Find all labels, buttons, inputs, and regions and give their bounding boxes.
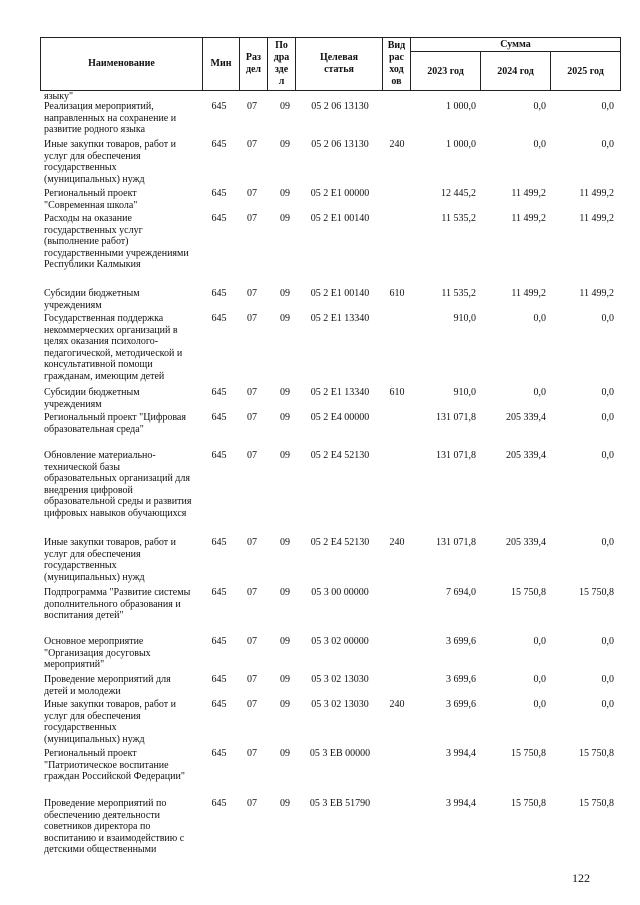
row-sum-2024: 0,0	[533, 101, 546, 112]
row-razdel: 07	[247, 188, 257, 199]
row-razdel: 07	[247, 798, 257, 809]
row-name: Подпрограмма "Развитие системы дополнительного образования и воспитания детей"	[44, 587, 191, 621]
row-sum-2024: 0,0	[533, 313, 546, 324]
row-sum-2025: 15 750,8	[579, 748, 614, 759]
row-name: Иные закупки товаров, работ и услуг для обеспечения государственных (муниципальных) нужд	[44, 139, 177, 185]
row-sum-2024: 0,0	[533, 699, 546, 710]
row-sum-2023: 3 699,6	[446, 636, 476, 647]
row-razdel: 07	[247, 537, 257, 548]
row-podrazdel: 09	[280, 139, 290, 150]
row-podrazdel: 09	[280, 450, 290, 461]
row-sum-2025: 0,0	[601, 699, 614, 710]
row-celevaya-statya: 05 2 06 13130	[311, 139, 369, 150]
row-podrazdel: 09	[280, 748, 290, 759]
row-celevaya-statya: 05 3 00 00000	[311, 587, 369, 598]
header-razdel: Раз дел	[240, 38, 268, 90]
row-name: Реализация мероприятий, направленных на сохранение и развитие родного языка	[44, 101, 177, 135]
row-sum-2024: 205 339,4	[506, 450, 546, 461]
row-sum-2025: 11 499,2	[579, 288, 614, 299]
row-sum-2025: 0,0	[601, 674, 614, 685]
row-razdel: 07	[247, 101, 257, 112]
header-podrazdel: По дра зде л	[268, 38, 296, 90]
header-name: Наименование	[41, 38, 203, 90]
row-min: 645	[211, 636, 227, 647]
row-celevaya-statya: 05 2 E1 13340	[310, 313, 370, 324]
row-name: Проведение мероприятий для детей и молодежи	[44, 674, 171, 697]
row-sum-2023: 3 994,4	[446, 748, 476, 759]
row-sum-2023: 12 445,2	[441, 188, 476, 199]
row-razdel: 07	[247, 636, 257, 647]
row-podrazdel: 09	[280, 313, 290, 324]
row-sum-2025: 0,0	[601, 412, 614, 423]
row-podrazdel: 09	[280, 587, 290, 598]
row-name: Иные закупки товаров, работ и услуг для обеспечения государственных (муниципальных) нужд	[44, 537, 177, 583]
row-name: Региональный проект "Патриотическое воспитание граждан Российской Федерации"	[44, 748, 185, 782]
row-sum-2023: 910,0	[453, 387, 476, 398]
header-vid: Вид рас ход ов	[383, 38, 411, 90]
row-sum-2023: 11 535,2	[441, 213, 476, 224]
row-podrazdel: 09	[280, 288, 290, 299]
row-razdel: 07	[247, 288, 257, 299]
row-min: 645	[211, 798, 227, 809]
row-podrazdel: 09	[280, 412, 290, 423]
row-sum-2024: 0,0	[533, 674, 546, 685]
row-sum-2024: 15 750,8	[511, 748, 546, 759]
row-min: 645	[211, 450, 227, 461]
row-sum-2024: 0,0	[533, 636, 546, 647]
row-sum-2024: 0,0	[533, 387, 546, 398]
row-sum-2023: 3 699,6	[446, 699, 476, 710]
page-number: 122	[572, 871, 590, 885]
row-celevaya-statya: 05 2 06 13130	[311, 101, 369, 112]
row-sum-2025: 11 499,2	[579, 213, 614, 224]
row-razdel: 07	[247, 213, 257, 224]
row-sum-2024: 15 750,8	[511, 798, 546, 809]
row-razdel: 07	[247, 587, 257, 598]
row-sum-2023: 7 694,0	[446, 587, 476, 598]
row-name: Субсидии бюджетным учреждениям	[44, 387, 140, 410]
row-min: 645	[211, 587, 227, 598]
row-celevaya-statya: 05 2 E1 00140	[310, 213, 370, 224]
row-podrazdel: 09	[280, 213, 290, 224]
row-sum-2025: 0,0	[601, 387, 614, 398]
row-podrazdel: 09	[280, 101, 290, 112]
row-celevaya-statya: 05 3 EВ 00000	[309, 748, 371, 759]
row-min: 645	[211, 213, 227, 224]
header-year-2023: 2023 год	[411, 52, 481, 90]
row-razdel: 07	[247, 450, 257, 461]
row-sum-2025: 0,0	[601, 636, 614, 647]
header-summa: Сумма	[411, 38, 620, 52]
row-min: 645	[211, 387, 227, 398]
row-sum-2023: 3 994,4	[446, 798, 476, 809]
row-name: языку"	[44, 91, 74, 102]
header-year-2025: 2025 год	[567, 65, 604, 77]
row-sum-2025: 0,0	[601, 313, 614, 324]
row-sum-2025: 0,0	[601, 139, 614, 150]
row-celevaya-statya: 05 2 E1 13340	[310, 387, 370, 398]
row-sum-2025: 0,0	[601, 450, 614, 461]
row-min: 645	[211, 674, 227, 685]
row-sum-2024: 11 499,2	[511, 288, 546, 299]
row-sum-2025: 15 750,8	[579, 587, 614, 598]
row-celevaya-statya: 05 3 02 00000	[311, 636, 369, 647]
header-min: Мин	[203, 38, 240, 90]
row-razdel: 07	[247, 313, 257, 324]
row-name: Государственная поддержка некоммерческих организаций в целях оказания психолого-педагогической, методической и консультативной помощи гражданам, имеющим детей	[44, 313, 183, 382]
row-razdel: 07	[247, 387, 257, 398]
row-min: 645	[211, 748, 227, 759]
row-vid-rashodov: 240	[389, 139, 405, 150]
row-min: 645	[211, 699, 227, 710]
row-sum-2024: 15 750,8	[511, 587, 546, 598]
row-razdel: 07	[247, 699, 257, 710]
header-year-2024: 2024 год	[481, 52, 551, 90]
row-sum-2023: 131 071,8	[436, 412, 476, 423]
row-sum-2025: 15 750,8	[579, 798, 614, 809]
row-sum-2025: 0,0	[601, 101, 614, 112]
row-podrazdel: 09	[280, 699, 290, 710]
row-vid-rashodov: 240	[389, 699, 405, 710]
row-sum-2025: 11 499,2	[579, 188, 614, 199]
row-celevaya-statya: 05 2 E1 00140	[310, 288, 370, 299]
row-vid-rashodov: 240	[389, 537, 405, 548]
row-celevaya-statya: 05 3 02 13030	[311, 674, 369, 685]
row-celevaya-statya: 05 2 E4 00000	[310, 412, 370, 423]
row-podrazdel: 09	[280, 188, 290, 199]
row-podrazdel: 09	[280, 387, 290, 398]
row-razdel: 07	[247, 748, 257, 759]
row-min: 645	[211, 188, 227, 199]
row-min: 645	[211, 412, 227, 423]
row-celevaya-statya: 05 2 E4 52130	[310, 537, 370, 548]
row-sum-2025: 0,0	[601, 537, 614, 548]
row-celevaya-statya: 05 2 E1 00000	[310, 188, 370, 199]
row-celevaya-statya: 05 2 E4 52130	[310, 450, 370, 461]
row-podrazdel: 09	[280, 798, 290, 809]
row-sum-2023: 3 699,6	[446, 674, 476, 685]
row-min: 645	[211, 313, 227, 324]
row-min: 645	[211, 101, 227, 112]
row-name: Основное мероприятие "Организация досуговых мероприятий"	[44, 636, 151, 670]
row-razdel: 07	[247, 674, 257, 685]
row-podrazdel: 09	[280, 537, 290, 548]
row-sum-2023: 11 535,2	[441, 288, 476, 299]
row-sum-2024: 11 499,2	[511, 213, 546, 224]
row-name: Субсидии бюджетным учреждениям	[44, 288, 140, 311]
row-name: Проведение мероприятий по обеспечению деятельности советников директора по воспитанию и взаимодействию с детскими общественными	[44, 798, 185, 855]
row-name: Расходы на оказание государственных услуг (выполнение работ) государственными учреждениями Республики Калмыкия	[44, 213, 189, 270]
row-name: Иные закупки товаров, работ и услуг для обеспечения государственных (муниципальных) нужд	[44, 699, 177, 745]
row-vid-rashodov: 610	[389, 288, 405, 299]
row-min: 645	[211, 537, 227, 548]
header-celevaya: Целевая статья	[296, 38, 383, 90]
row-name: Региональный проект "Современная школа"	[44, 188, 138, 211]
row-sum-2024: 11 499,2	[511, 188, 546, 199]
row-celevaya-statya: 05 3 EВ 51790	[309, 798, 371, 809]
row-sum-2024: 0,0	[533, 139, 546, 150]
row-sum-2023: 131 071,8	[436, 450, 476, 461]
row-min: 645	[211, 288, 227, 299]
row-razdel: 07	[247, 412, 257, 423]
row-razdel: 07	[247, 139, 257, 150]
row-sum-2024: 205 339,4	[506, 412, 546, 423]
row-vid-rashodov: 610	[389, 387, 405, 398]
row-sum-2023: 1 000,0	[446, 101, 476, 112]
row-sum-2023: 1 000,0	[446, 139, 476, 150]
row-sum-2023: 131 071,8	[436, 537, 476, 548]
row-min: 645	[211, 139, 227, 150]
row-celevaya-statya: 05 3 02 13030	[311, 699, 369, 710]
table-header	[40, 37, 621, 91]
row-podrazdel: 09	[280, 636, 290, 647]
row-sum-2024: 205 339,4	[506, 537, 546, 548]
row-podrazdel: 09	[280, 674, 290, 685]
row-name: Обновление материально-технической базы образовательных организаций для внедрения цифровой образовательной среды и развития цифровых навыков обучающихся	[44, 450, 192, 519]
row-sum-2023: 910,0	[453, 313, 476, 324]
row-name: Региональный проект "Цифровая образовательная среда"	[44, 412, 186, 435]
